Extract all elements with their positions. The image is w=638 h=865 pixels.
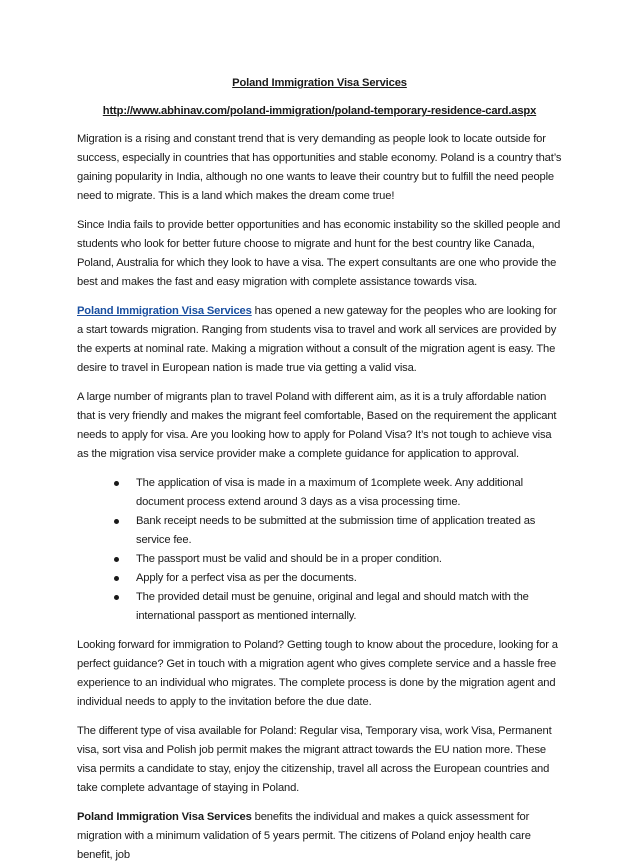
page-title: Poland Immigration Visa Services <box>232 77 407 89</box>
bullet-icon <box>114 519 119 524</box>
list-item: The application of visa is made in a maximum of 1complete week. Any additional document process extend around 3 days as a visa processing time. <box>114 474 562 512</box>
paragraph-visa-types: The different type of visa available for Poland: Regular visa, Temporary visa, work Visa, Permanent visa, sort visa and Polish job permit makes the migrant attract towards the EU nation more. These visa permits a candidate to stay, enjoy the citizenship, travel all across the European countries and take complete advantage of staying in Poland. <box>77 725 552 794</box>
bullet-icon <box>114 595 119 600</box>
source-url: http://www.abhinav.com/poland-immigration/poland-temporary-residence-card.aspx <box>102 105 537 117</box>
list-item: The provided detail must be genuine, original and legal and should match with the international passport as mentioned internally. <box>114 588 562 626</box>
bullet-icon <box>114 557 119 562</box>
requirements-list <box>77 474 562 626</box>
paragraph-india: Since India fails to provide better opportunities and has economic instability so the skilled people and students who look for better future choose to migrate and hunt for the best country like Canada, Poland, Australia for which they look to have a visa. The expert consultants are one who provide the best and makes the fast and easy migration with complete assistance towards visa. <box>77 219 561 288</box>
paragraph-services <box>77 302 562 378</box>
paragraph-benefits-text: benefits the individual and makes a quick assessment for migration with a minimum validation of 5 years permit. The citizens of Poland enjoy health care benefit, job <box>77 811 531 861</box>
paragraph-intro: Migration is a rising and constant trend that is very demanding as people look to locate outside for success, especially in countries that has opportunities and stable economy. Poland is a country that’s gaining popularity in India, although no one wants to leave their country but to fulfill the need people need to migrate. This is a land which makes the dream come true! <box>77 133 562 202</box>
paragraph-migrants: A large number of migrants plan to travel Poland with different aim, as it is a truly affordable nation that is very friendly and makes the migrant feel comfortable, Based on the requirement the applicant needs to apply for visa. Are you looking how to apply for Poland Visa? It’s not tough to achieve visa as the migration visa service provider make a complete guidance for application to approval. <box>77 391 557 460</box>
poland-visa-services-link[interactable]: Poland Immigration Visa Services <box>77 305 252 317</box>
list-item: The passport must be valid and should be in a proper condition. <box>114 550 562 569</box>
bullet-icon <box>114 576 119 581</box>
paragraph-services-text: has opened a new gateway for the peoples who are looking for a start towards migration. Ranging from students visa to travel and work all services are provided by the experts at nominal rate. Making a migration without a consult of the migration agent is easy. The desire to travel in European nation is made true via getting a valid visa. <box>77 305 557 374</box>
paragraph-benefits <box>77 808 562 865</box>
list-item: Apply for a perfect visa as per the documents. <box>114 569 562 588</box>
benefits-bold-term: Poland Immigration Visa Services <box>77 811 252 823</box>
paragraph-guidance: Looking forward for immigration to Poland? Getting tough to know about the procedure, looking for a perfect guidance? Get in touch with a migration agent who gives complete service and a hassle free experience to an individual who migrates. The complete process is done by the migration agent and individual needs to apply to the invitation before the due date. <box>77 639 558 708</box>
bullet-icon <box>114 481 119 486</box>
list-item: Bank receipt needs to be submitted at the submission time of application treated as service fee. <box>114 512 562 550</box>
